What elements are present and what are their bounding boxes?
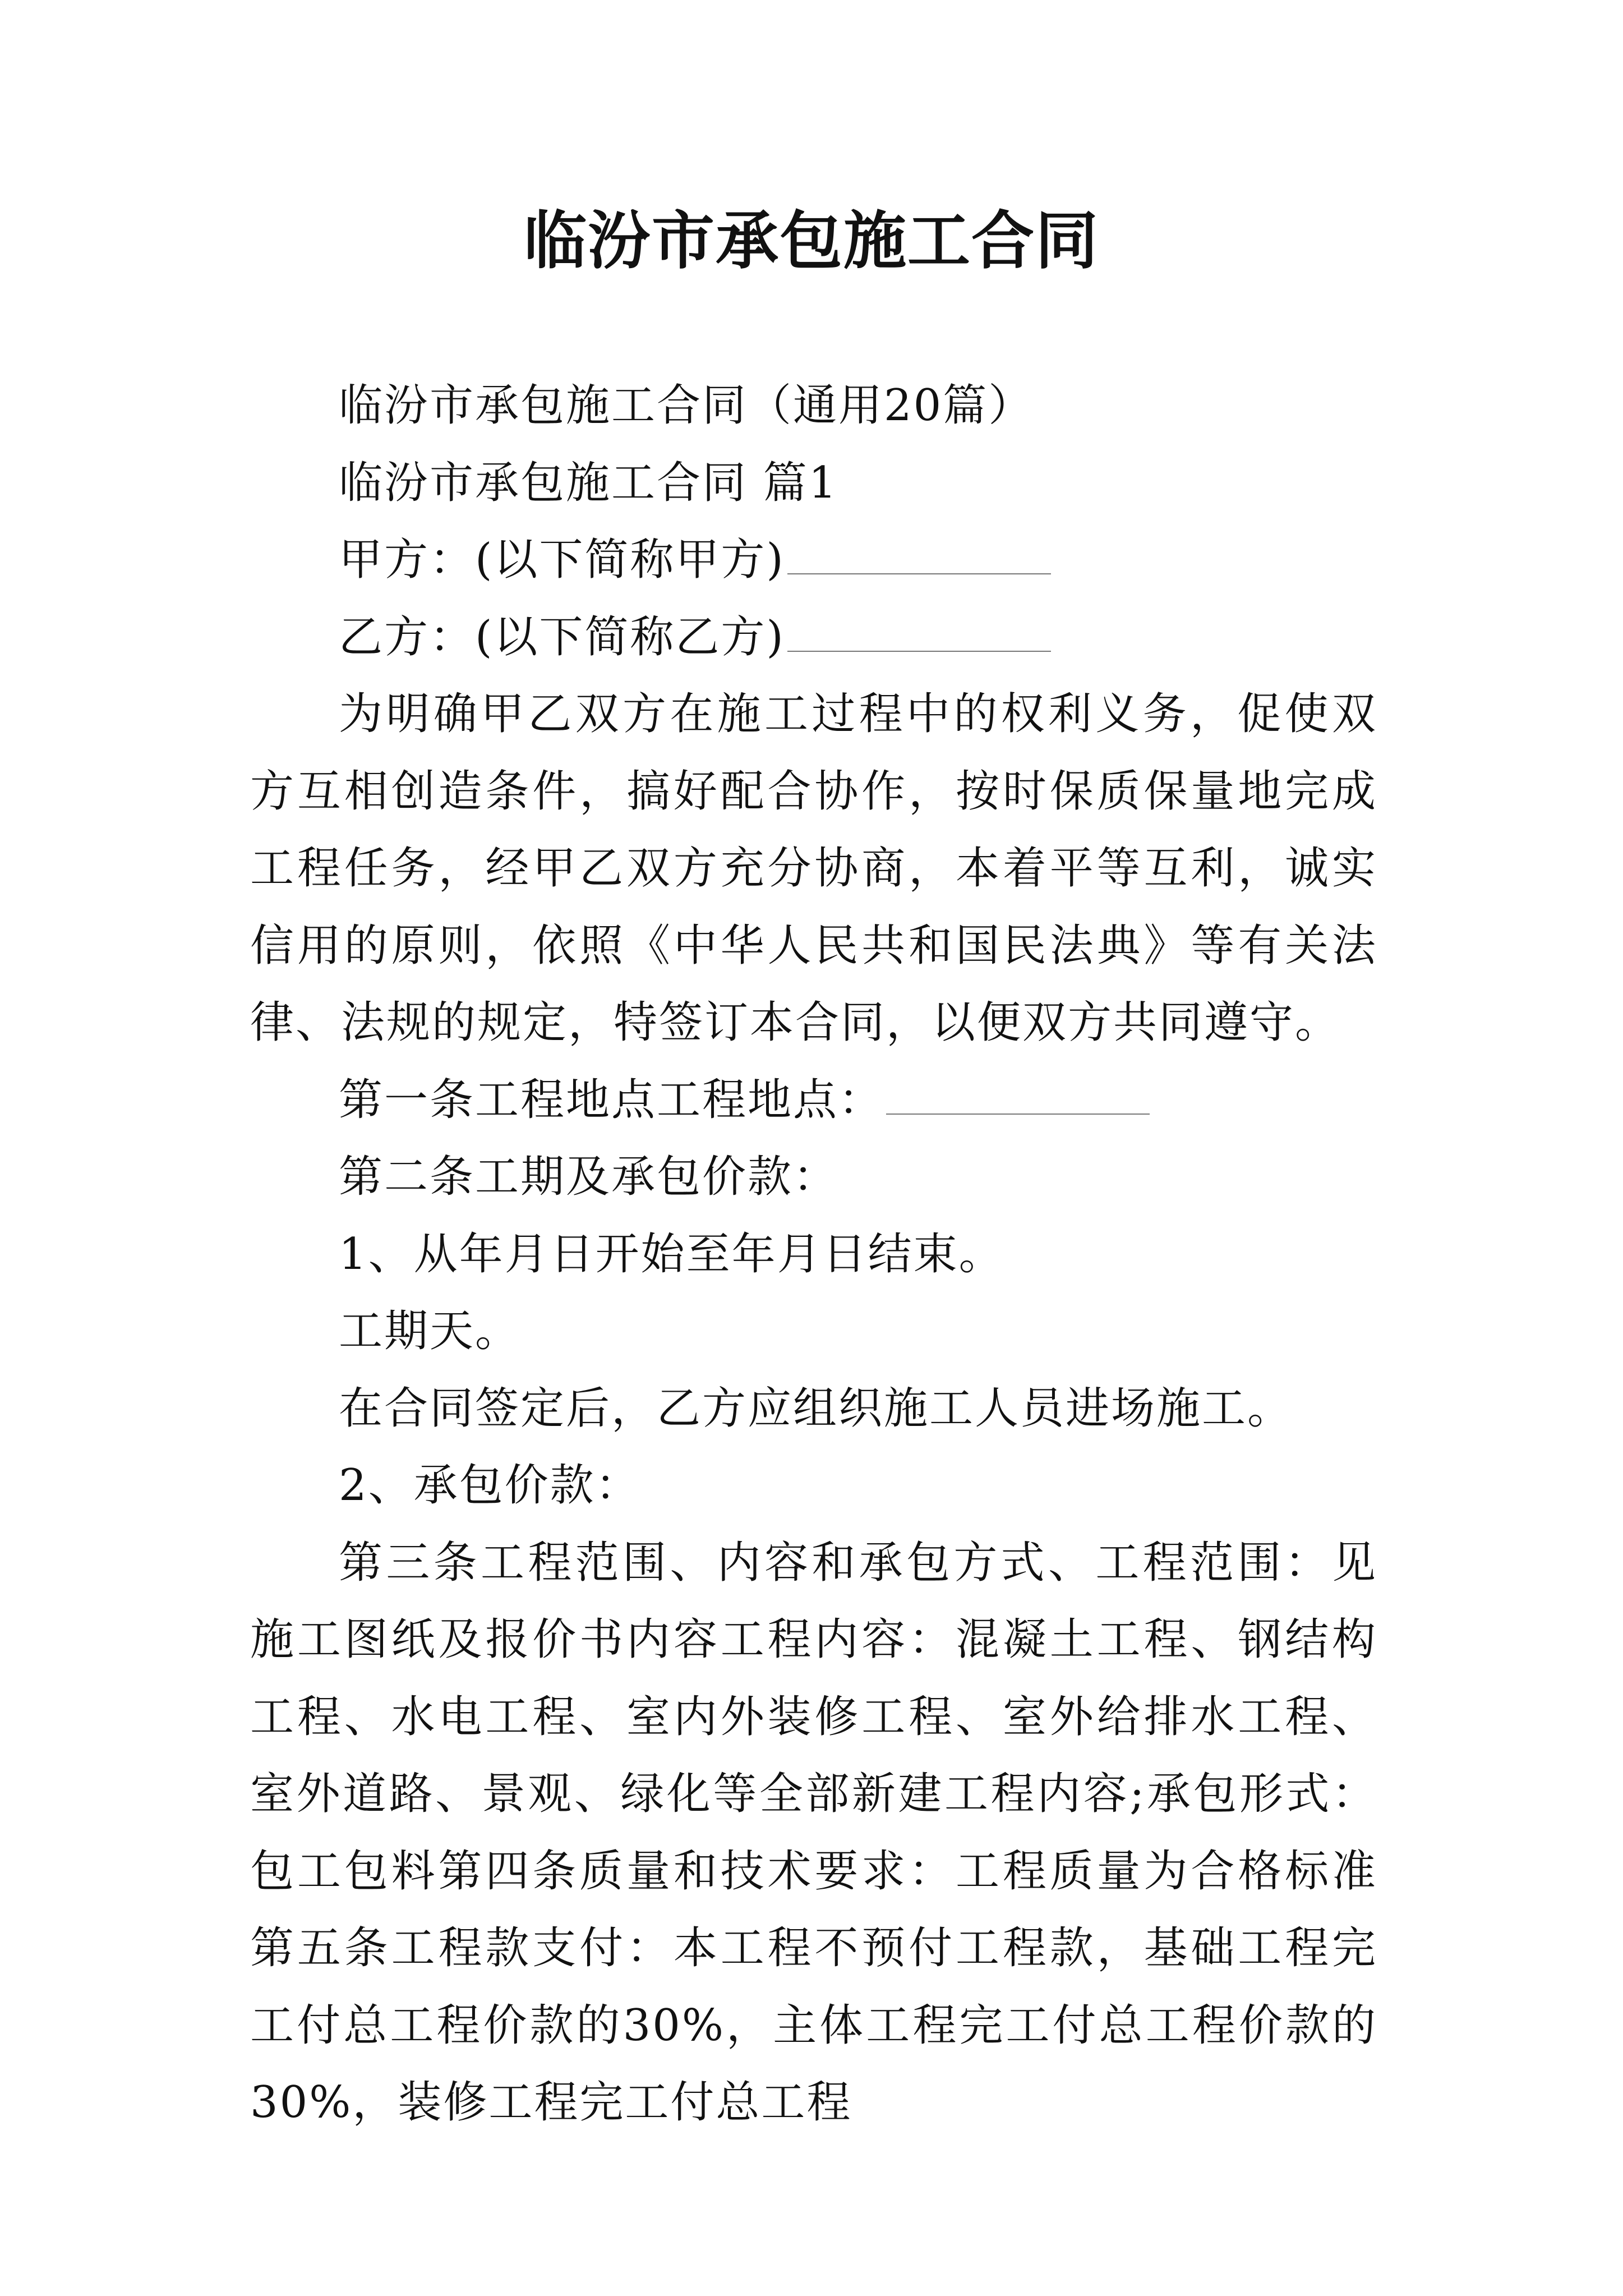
paragraph-text: 第二条工期及承包价款： (339, 1152, 839, 1202)
paragraph (250, 1525, 1377, 2142)
party-b-blank-line (787, 611, 1051, 652)
paragraph (250, 445, 1377, 522)
document-title: 临汾市承包施工合同 (524, 204, 1099, 278)
paragraph (250, 599, 1377, 677)
paragraph-text: 临汾市承包施工合同 篇1 (339, 457, 838, 508)
paragraph (250, 1139, 1377, 1216)
paragraph (250, 522, 1377, 599)
paragraph-text: 为明确甲乙双方在施工过程中的权利义务，促使双方互相创造条件，搞好配合协作，按时保质保量地完成工程任务，经甲乙双方充分协商，本着平等互利，诚实信用的原则，依照《中华人民共和国民法典》等有关法律、法规的规定，特签订本合同，以便双方共同遵守。 (250, 689, 1377, 1048)
paragraph-text: 第三条工程范围、内容和承包方式、工程范围：见施工图纸及报价书内容工程内容：混凝土工程、钢结构工程、水电工程、室内外装修工程、室外给排水工程、室外道路、景观、绿化等全部新建工程内容;承包形式：包工包料第四条质量和技术要求：工程质量为合格标准第五条工程款支付：本工程不预付工程款，基础工程完工付总工程价款的30%，主体工程完工付总工程价款的30%，装修工程完工付总工程 (250, 1537, 1377, 2128)
paragraph-text: 2、承包价款： (339, 1460, 641, 1511)
paragraph (250, 676, 1377, 1062)
paragraph (250, 367, 1377, 445)
paragraph (250, 1447, 1377, 1525)
paragraph (250, 1062, 1377, 1139)
paragraph-text: 1、从年月日开始至年月日结束。 (339, 1228, 1004, 1280)
paragraph-text: 甲方：(以下简称甲方) (339, 535, 785, 585)
site-location-blank-line (886, 1074, 1150, 1115)
paragraph (250, 1216, 1377, 1294)
paragraph-text: 临汾市承包施工合同（通用20篇） (339, 380, 1034, 431)
paragraph (250, 1370, 1377, 1448)
paragraph-text: 第一条工程地点工程地点： (339, 1074, 884, 1125)
paragraph-text: 乙方：(以下简称乙方) (339, 611, 785, 662)
document-body (250, 367, 1377, 2142)
paragraph (250, 1293, 1377, 1370)
paragraph-text: 在合同签定后，乙方应组织施工人员进场施工。 (339, 1383, 1293, 1434)
party-a-blank-line (787, 534, 1051, 574)
paragraph-text: 工期天。 (339, 1306, 521, 1356)
